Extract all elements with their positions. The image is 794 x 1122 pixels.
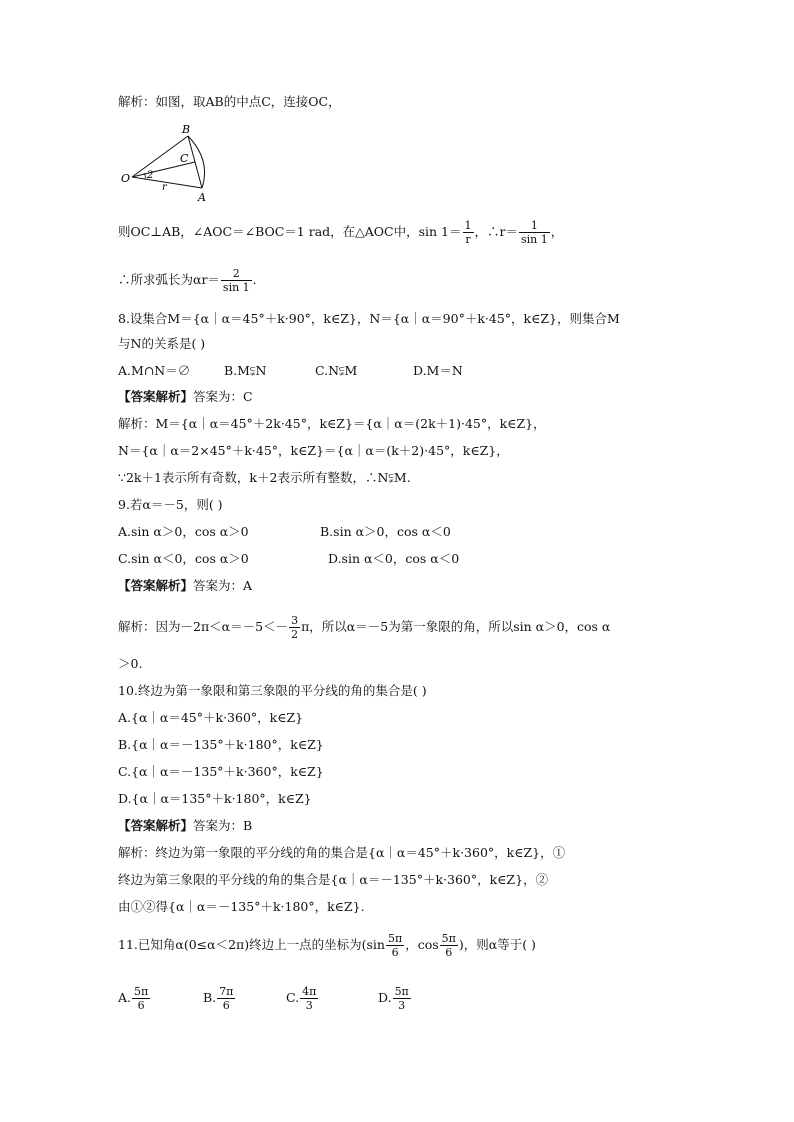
solution-line: 由①②得{α｜α＝－135°＋k·180°，k∈Z}. (118, 899, 365, 914)
answer-line: 【答案解析】答案为：A (118, 578, 253, 593)
solution-line: N＝{α｜α＝2×45°＋k·45°，k∈Z}＝{α｜α＝(k＋2)·45°，k∈Z}， (118, 443, 509, 458)
label-r: r (162, 182, 167, 193)
question-9-stem: 9.若α＝－5，则( ) (118, 497, 223, 512)
option-c: C. $\frac{4\pi}{3}$ (286, 985, 317, 1012)
option-b: B.M⫋N (224, 363, 267, 378)
fraction: $\frac{3}{2}$ (291, 614, 299, 641)
solution-line: 解析：如图，取AB的中点C，连接OC， (118, 94, 341, 109)
solution-line: 解析：M＝{α｜α＝45°＋2k·45°，k∈Z}＝{α｜α＝(2k＋1)·45°，k∈Z}， (118, 416, 546, 431)
option-b: B. $\frac{7\pi}{6}$ (203, 985, 234, 1012)
fraction: $\frac{5\pi}{6}$ (387, 932, 403, 959)
option-d: D.{α｜α＝135°＋k·180°，k∈Z} (118, 791, 312, 806)
option-c: C.sin α＜0，cos α＞0 (118, 551, 249, 566)
fraction: $\frac{5\pi}{6}$ (441, 932, 456, 959)
option-b: B.{α｜α＝－135°＋k·180°，k∈Z} (118, 737, 324, 752)
option-a: A. $\frac{5\pi}{6}$ (118, 985, 149, 1012)
solution-line: ∴所求弧长为αr＝ $\frac{2}{\sin 1}$ . (118, 267, 257, 294)
label-A: A (198, 191, 206, 204)
fraction: $\frac{1}{r}$ (464, 219, 472, 246)
option-c: C.{α｜α＝－135°＋k·360°，k∈Z} (118, 764, 324, 779)
option-d: D.sin α＜0，cos α＜0 (328, 551, 460, 566)
fraction: $\frac{2}{\sin 1}$ (222, 267, 250, 294)
question-10-stem: 10.终边为第一象限和第三象限的平分线的角的集合是( ) (118, 683, 427, 698)
solution-line: 终边为第三象限的平分线的角的集合是{α｜α＝－135°＋k·360°，k∈Z}，② (118, 872, 549, 887)
label-C: C (180, 152, 189, 165)
option-b: B.sin α＞0，cos α＜0 (320, 524, 451, 539)
option-a: A.{α｜α＝45°＋k·360°，k∈Z} (118, 710, 304, 725)
fraction: $\frac{1}{\sin 1}$ (520, 219, 548, 246)
solution-line: 解析：终边为第一象限的平分线的角的集合是{α｜α＝45°＋k·360°，k∈Z}，① (118, 845, 566, 860)
solution-line: ∵2k＋1表示所有奇数，k＋2表示所有整数，∴N⫋M. (118, 470, 411, 485)
question-11-stem: 11.已知角α(0≤α＜2π)终边上一点的坐标为(sin $\frac{5\pi}{6}$ ，cos $\frac{5\pi}{6}$ )，则α等于( ) (118, 932, 536, 959)
question-8-stem-cont: 与N的关系是( ) (118, 336, 206, 351)
answer-line: 【答案解析】答案为：C (118, 389, 253, 404)
option-d: D.M＝N (413, 363, 463, 378)
solution-line: 解析：因为－2π＜α＝－5＜－ $\frac{3}{2}$ π，所以α＝－5为第一象限的角，所以sin α＞0，cos α (118, 614, 611, 641)
answer-line: 【答案解析】答案为：B (118, 818, 253, 833)
label-2: 2 (147, 170, 154, 181)
solution-line: ＞0. (118, 656, 143, 671)
question-8-stem: 8.设集合M＝{α｜α＝45°＋k·90°，k∈Z}，N＝{α｜α＝90°＋k·45°，k∈Z}，则集合M (118, 311, 620, 326)
option-a: A.M∩N＝∅ (118, 363, 191, 378)
label-B: B (182, 123, 191, 136)
option-d: D. $\frac{5\pi}{3}$ (378, 985, 409, 1012)
sector-figure (118, 122, 218, 204)
option-c: C.N⫋M (315, 363, 358, 378)
option-a: A.sin α＞0，cos α＞0 (118, 524, 249, 539)
label-O: O (121, 172, 131, 185)
solution-line: 则OC⊥AB，∠AOC＝∠BOC＝1 rad，在△AOC中，sin 1＝ $\frac{1}{r}$ ，∴r＝ $\frac{1}{\sin 1}$ ， (118, 219, 564, 246)
